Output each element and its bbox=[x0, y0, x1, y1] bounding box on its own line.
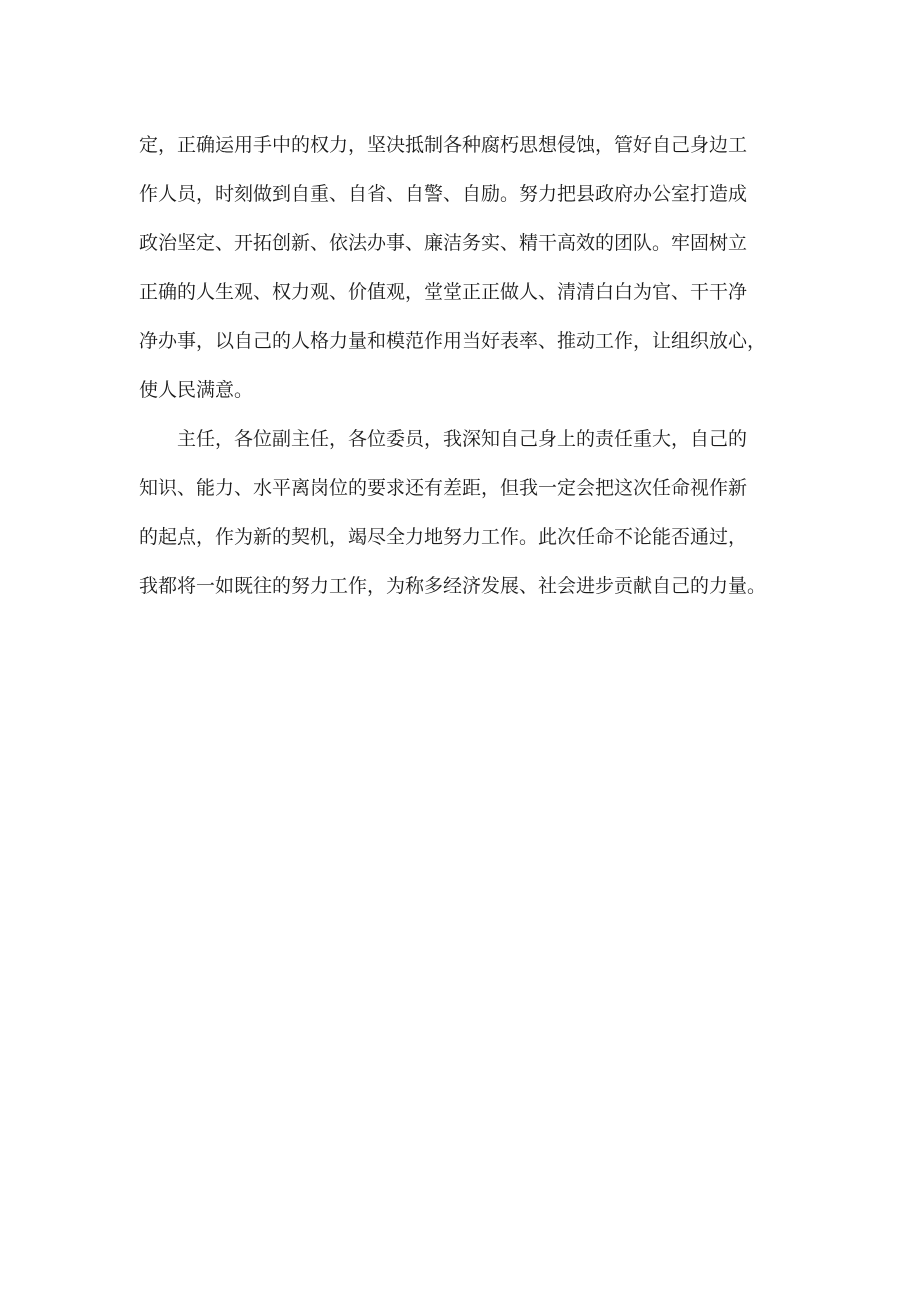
paragraph-1 bbox=[139, 121, 799, 415]
text-line: 政治坚定、开拓创新、依法办事、廉洁务实、精干高效的团队。牢固树立 bbox=[139, 232, 748, 254]
document-body bbox=[139, 121, 799, 611]
text-line: 定，正确运用手中的权力，坚决抵制各种腐朽思想侵蚀，管好自己身边工 bbox=[139, 134, 748, 156]
text-line: 的起点，作为新的契机，竭尽全力地努力工作。此次任命不论能否通过， bbox=[139, 526, 748, 548]
text-line: 知识、能力、水平离岗位的要求还有差距，但我一定会把这次任命视作新 bbox=[139, 477, 748, 499]
text-line: 使人民满意。 bbox=[139, 379, 254, 401]
paragraph-2 bbox=[139, 415, 799, 611]
text-line: 正确的人生观、权力观、价值观，堂堂正正做人、清清白白为官、干干净 bbox=[139, 281, 748, 303]
text-line: 我都将一如既往的努力工作，为称多经济发展、社会进步贡献自己的力量。 bbox=[139, 575, 767, 597]
text-line: 主任，各位副主任，各位委员，我深知自己身上的责任重大，自己的 bbox=[139, 428, 748, 450]
text-line: 作人员，时刻做到自重、自省、自警、自励。努力把县政府办公室打造成 bbox=[139, 183, 748, 205]
text-line: 净办事，以自己的人格力量和模范作用当好表率、推动工作，让组织放心， bbox=[139, 330, 767, 352]
